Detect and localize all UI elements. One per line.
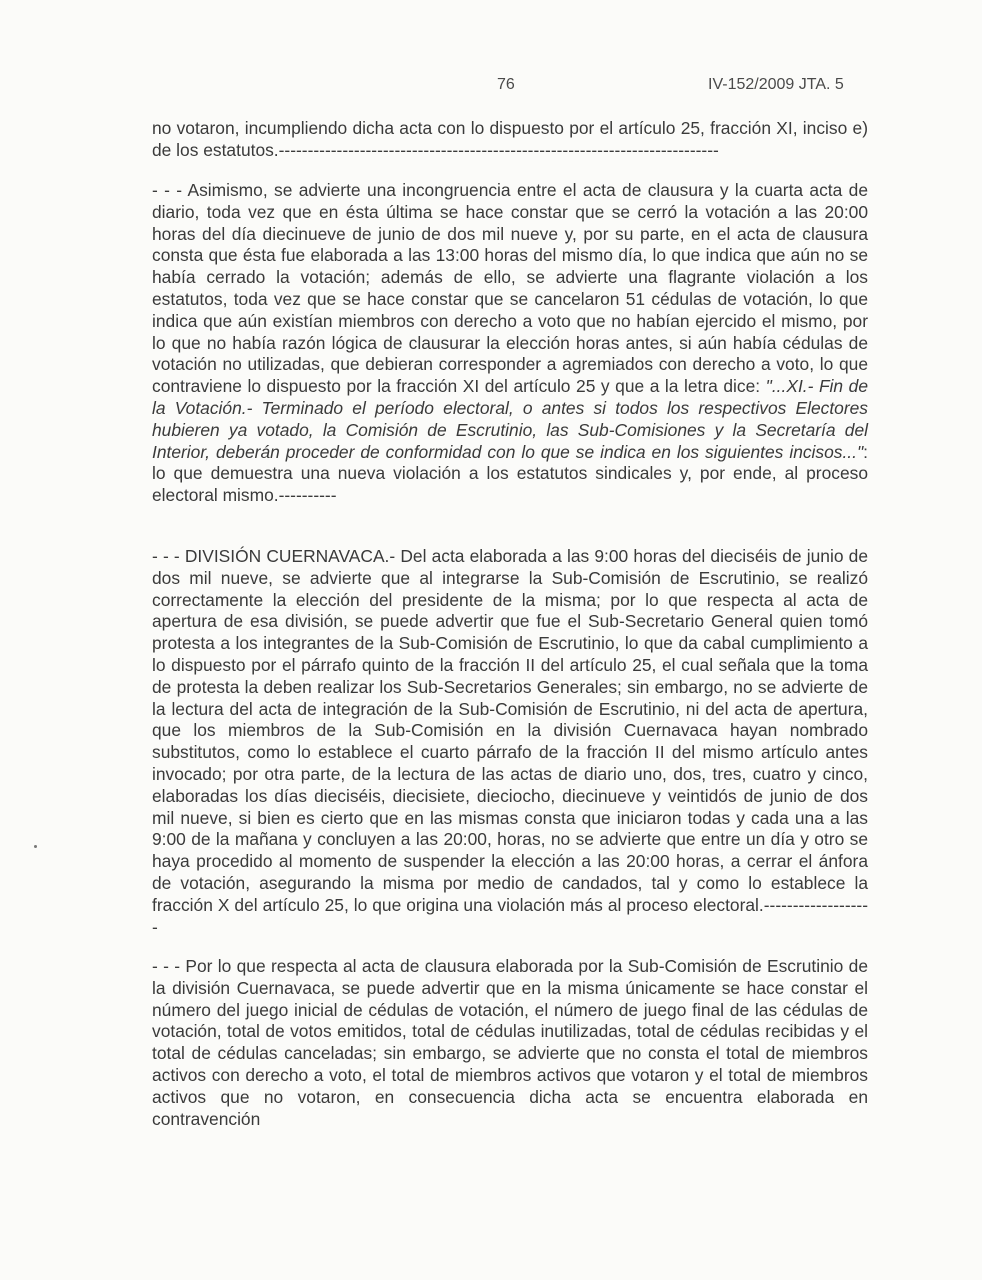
paragraph-3: - - - DIVISIÓN CUERNAVACA.- Del acta elaborada a las 9:00 horas del dieciséis de junio de dos mil nueve, se advierte que al integrarse la Sub-Comisión de Escrutinio, se realizó correctamente la elección del presidente de la misma; por lo que respecta al acta de apertura de esa división, se puede advertir que fue el Sub-Secretario General quien tomó protesta a los integrantes de la Sub-Comisión de Escrutinio, lo que da cabal cumplimiento a lo dispuesto por el párrafo quinto de la fracción II del artículo 25, el cual señala que la toma de protesta la deben realizar los Sub-Secretarios Generales; sin embargo, no se advierte de la lectura del acta de integración de la Sub-Comisión de Escrutinio, ni del acta de apertura, que los miembros de la Sub-Comisión en la división Cuernavaca hayan nombrado substitutos, como lo establece el cuarto párrafo de la fracción II del mismo artículo antes invocado; por otra parte, de la lectura de las actas de diario uno, dos, tres, cuatro y cinco, elaboradas los días dieciséis, diecisiete, dieciocho, diecinueve y veintidós de junio de dos mil nueve, si bien es cierto que en las mismas consta que iniciaron todas y cada una a las 9:00 de la mañana y concluyen a las 20:00, horas, no se advierte que entre un día y otro se haya procedido al momento de suspender la elección a las 20:00 horas, a cerrar el ánfora de votación, asegurando la misma por medio de candados, tal y como lo establece la fracción X del artículo 25, lo que origina una violación más al proceso electoral.------------------- bbox=[152, 546, 868, 937]
paragraph-2-quote: "...XI.- Fin de la Votación.- Terminado el período electoral, o antes si todos los respectivos Electores hubieren ya votado, la Comisión de Escrutinio, las Sub-Comisiones y la Secretaría del Interior, deberán proceder de conformidad con lo que se indica en los siguientes incisos..." bbox=[152, 376, 868, 462]
paragraph-1: no votaron, incumpliendo dicha acta con lo dispuesto por el artículo 25, fracción XI, inciso e) de los estatutos.---------------------------------------------------------------------------- bbox=[152, 118, 868, 160]
page-number: 76 bbox=[497, 76, 515, 93]
scan-speck bbox=[34, 845, 37, 848]
paragraph-2 bbox=[152, 180, 868, 507]
paragraph-4: - - - Por lo que respecta al acta de clausura elaborada por la Sub-Comisión de Escrutinio de la división Cuernavaca, se puede advertir que en la misma únicamente se hace constar el número del juego inicial de cédulas de votación, el número de juego final de las cédulas de votación, total de votos emitidos, total de cédulas inutilizadas, total de cédulas recibidas y el total de cédulas canceladas; sin embargo, se advierte que no consta el total de miembros activos con derecho a voto, el total de miembros activos que votaron y el total de miembros activos que no votaron, en consecuencia dicha acta se encuentra elaborada en contravención bbox=[152, 956, 868, 1129]
paragraph-2-text-end: : lo que demuestra una nueva violación a los estatutos sindicales y, por ende, al proceso electoral mismo.---------- bbox=[152, 441, 868, 506]
paragraph-2-text-start: - - - Asimismo, se advierte una incongruencia entre el acta de clausura y la cuarta acta de diario, toda vez que en ésta última se hace constar que se cerró la votación a las 20:00 horas del día diecinueve de junio de dos mil nueve y, por su parte, en el acta de clausura consta que ésta fue elaborada a las 13:00 horas del mismo día, lo que indica que aún no se había cerrado la votación; además de ello, se advierte una flagrante violación a los estatutos, toda vez que se hace constar que se cancelaron 51 cédulas de votación, lo que indica que aún existían miembros con derecho a voto que no habían ejercido el mismo, por lo que no había razón lógica de clausurar la elección horas antes, si aún había cédulas de votación no utilizadas, que debieran corresponder a agremiados con derecho a voto, lo que contraviene lo dispuesto por la fracción XI del artículo 25 y que a la letra dice: bbox=[152, 180, 868, 397]
case-number: IV-152/2009 JTA. 5 bbox=[708, 76, 844, 93]
